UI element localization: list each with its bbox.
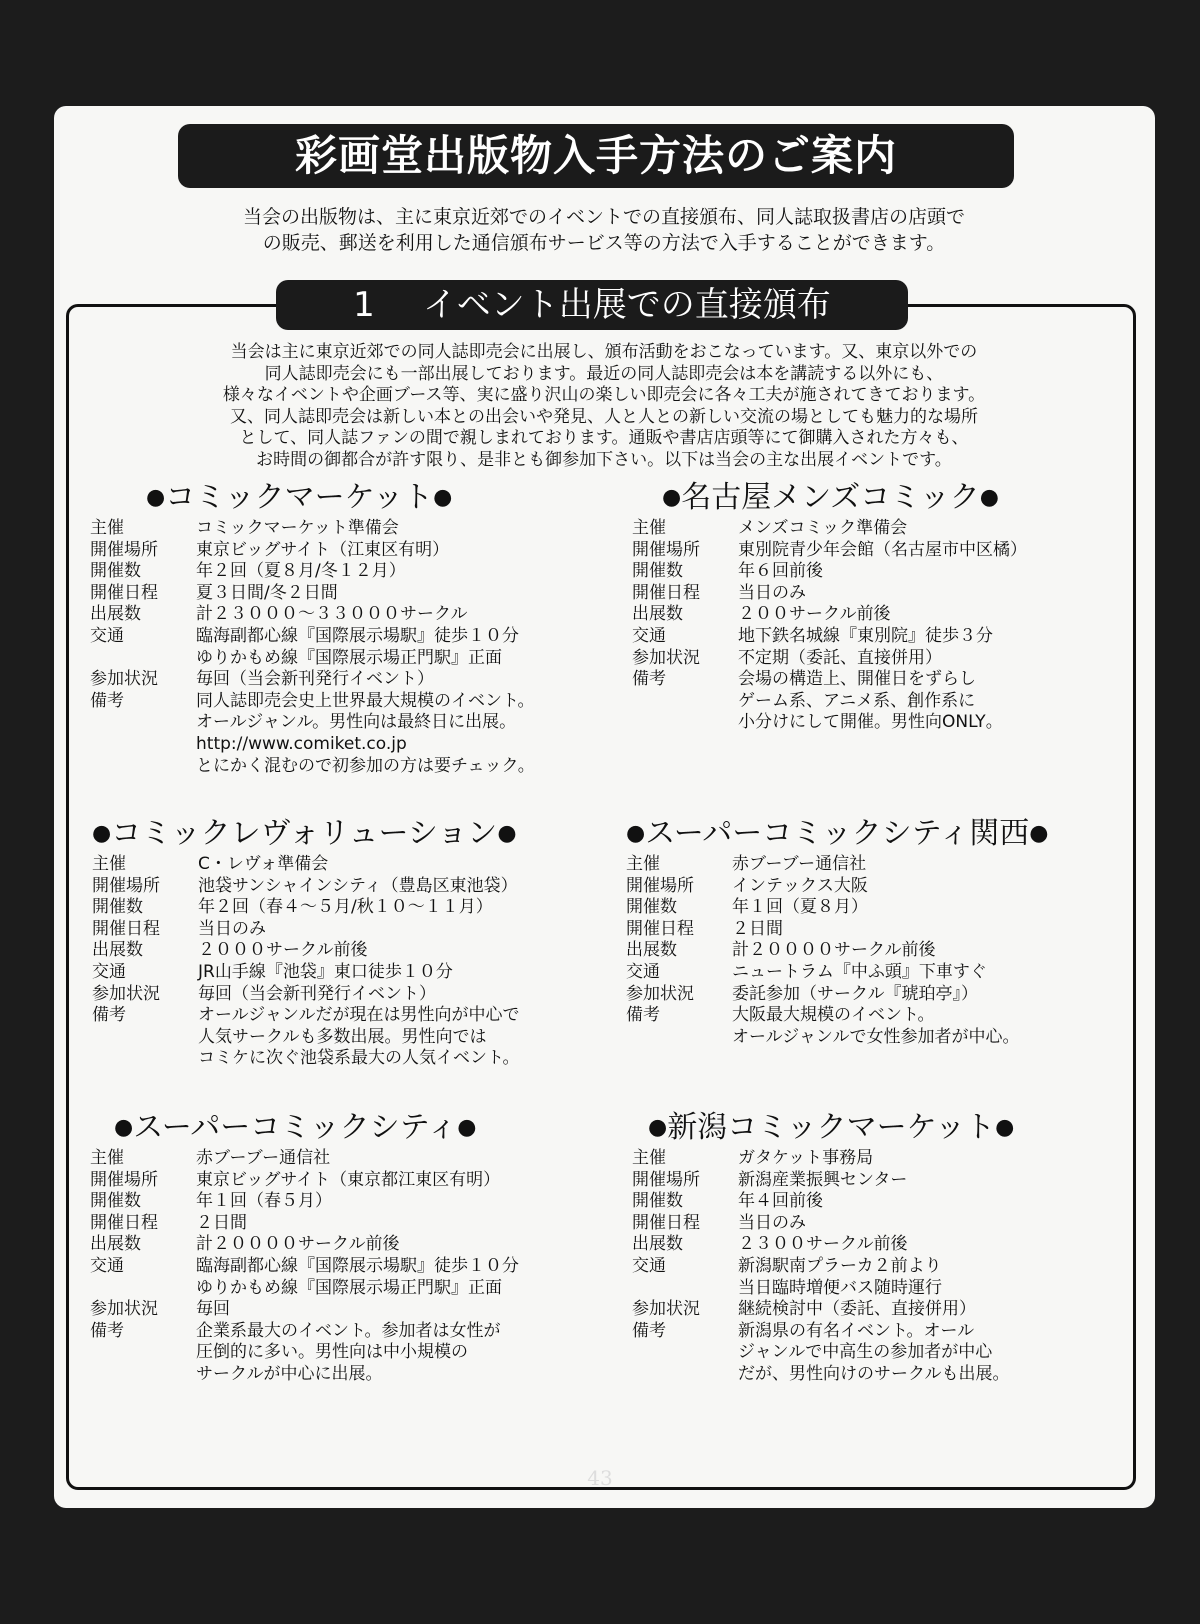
value-organizer: 赤ブーブー通信社 — [732, 854, 867, 874]
value-line: ゆりかもめ線『国際展示場正門駅』正面 — [196, 1277, 502, 1298]
value-participation: 毎回 — [196, 1299, 230, 1320]
intro-line: の販売、郵送を利用した通信頒布サービス等の方法で入手することができます。 — [262, 232, 946, 254]
value-participation: 毎回（当会新刊発行イベント） — [196, 669, 434, 690]
event-title — [632, 480, 1132, 516]
bullet-icon: ● — [497, 821, 517, 846]
label-notes: 備考 — [90, 690, 124, 711]
info-row-participation — [632, 1299, 1132, 1321]
page-title: 彩画堂出版物入手方法のご案内 — [178, 124, 1014, 188]
info-row-access — [632, 1256, 1132, 1299]
event-comic-market — [90, 480, 610, 777]
value-line: オールジャンル。男性向は最終日に出展。 — [196, 712, 517, 733]
value-line: 同人誌即売会史上世界最大規模のイベント。 — [196, 690, 535, 711]
value-participation: 不定期（委託、直接併用） — [738, 647, 942, 668]
value-notes — [738, 669, 1132, 734]
event-comic-revolution — [92, 816, 612, 1070]
info-row-days — [632, 583, 1132, 605]
event-super-comic-city — [90, 1110, 610, 1386]
section-intro-line: 様々なイベントや企画ブース等、実に盛り沢山の楽しい即売会に各々工夫が施されてきております。 — [222, 385, 986, 405]
bullet-icon: ● — [433, 485, 453, 510]
value-line: サークルが中心に出展。 — [196, 1363, 383, 1384]
value-line: 当日臨時増便バス随時運行 — [738, 1277, 942, 1298]
label-notes: 備考 — [90, 1320, 124, 1341]
info-row-days — [92, 919, 612, 941]
value-access — [196, 1256, 610, 1299]
value-access — [198, 962, 612, 984]
info-row-participation — [92, 984, 612, 1006]
value-circles: ２３００サークル前後 — [738, 1234, 908, 1255]
label-participation: 参加状況 — [90, 669, 158, 690]
value-organizer: ガタケット事務局 — [738, 1148, 874, 1168]
value-access — [196, 626, 610, 669]
info-row-organizer — [632, 1148, 1132, 1170]
value-venue: 池袋サンシャインシティ（豊島区東池袋） — [198, 875, 518, 896]
label-days: 開催日程 — [626, 918, 694, 939]
value-organizer: メンズコミック準備会 — [738, 518, 908, 538]
section-intro-paragraph — [94, 342, 1114, 471]
bullet-icon: ● — [979, 485, 999, 510]
value-access — [738, 1256, 1132, 1299]
info-row-frequency — [92, 897, 612, 919]
value-notes — [196, 1321, 610, 1386]
label-days: 開催日程 — [90, 582, 158, 603]
label-participation: 参加状況 — [90, 1299, 158, 1320]
value-circles: 計２００００サークル前後 — [196, 1234, 400, 1255]
info-row-venue — [90, 540, 610, 562]
value-organizer: コミックマーケット準備会 — [196, 518, 399, 538]
info-row-days — [90, 583, 610, 605]
event-title — [632, 1110, 1132, 1146]
bullet-icon: ● — [626, 821, 646, 846]
event-name: 新潟コミックマーケット — [667, 1110, 996, 1145]
label-frequency: 開催数 — [632, 561, 683, 582]
info-row-frequency — [90, 561, 610, 583]
value-line: 臨海副都心線『国際展示場駅』徒歩１０分 — [196, 1255, 519, 1276]
section-intro-line: として、同人誌ファンの間で親しまれております。通販や書店店頭等にて御購入された方々も、 — [239, 428, 969, 448]
event-super-comic-city-kansai — [626, 816, 1146, 1048]
label-participation: 参加状況 — [632, 647, 700, 668]
website-link[interactable]: http://www.comiket.co.jp — [196, 733, 407, 754]
value-line: ゲーム系、アニメ系、創作系に — [738, 690, 976, 711]
info-row-notes — [632, 669, 1132, 734]
bullet-icon: ● — [457, 1115, 477, 1140]
value-line: オールジャンルで女性参加者が中心。 — [732, 1026, 1020, 1047]
bullet-icon: ● — [662, 485, 682, 510]
label-frequency: 開催数 — [92, 897, 143, 918]
info-row-venue — [632, 1170, 1132, 1192]
label-circles: 出展数 — [90, 1234, 141, 1255]
value-participation: 委託参加（サークル『琥珀亭』） — [732, 983, 978, 1004]
bullet-icon: ● — [1029, 821, 1049, 846]
info-row-circles — [626, 940, 1146, 962]
label-venue: 開催場所 — [90, 539, 158, 560]
info-row-venue — [92, 876, 612, 898]
info-row-frequency — [626, 897, 1146, 919]
value-notes — [732, 1005, 1146, 1048]
value-line: 地下鉄名城線『東別院』徒歩３分 — [738, 625, 993, 646]
value-line: だが、男性向けのサークルも出展。 — [738, 1363, 1010, 1384]
value-line: ジャンルで中高生の参加者が中心 — [738, 1342, 993, 1363]
event-name: 名古屋メンズコミック — [681, 480, 980, 515]
label-notes: 備考 — [632, 669, 666, 690]
value-line: 人気サークルも多数出展。男性向では — [198, 1026, 487, 1047]
value-participation: 毎回（当会新刊発行イベント） — [198, 983, 436, 1004]
section-intro-line: 同人誌即売会にも一部出展しております。最近の同人誌即売会は本を講読する以外にも、 — [264, 363, 944, 384]
value-days: 当日のみ — [738, 1212, 806, 1233]
value-line: ニュートラム『中ふ頭』下車すぐ — [732, 961, 987, 982]
value-venue: インテックス大阪 — [732, 875, 868, 896]
label-frequency: 開催数 — [90, 561, 141, 582]
info-row-circles — [632, 1234, 1132, 1256]
value-days: ２日間 — [196, 1212, 247, 1233]
label-organizer: 主催 — [92, 854, 126, 874]
label-frequency: 開催数 — [632, 1191, 683, 1212]
bullet-icon: ● — [648, 1115, 668, 1140]
value-notes — [196, 691, 610, 777]
value-line: 小分けにして開催。男性向ONLY。 — [738, 712, 1003, 733]
value-line: オールジャンルだが現在は男性向が中心で — [198, 1005, 520, 1026]
info-row-circles — [92, 940, 612, 962]
value-line: ゆりかもめ線『国際展示場正門駅』正面 — [196, 647, 502, 668]
info-row-organizer — [632, 518, 1132, 540]
value-line: 新潟駅南プラーカ２前より — [738, 1255, 942, 1276]
event-name: コミックレヴォリューション — [111, 816, 498, 851]
info-row-access — [632, 626, 1132, 648]
value-venue: 東京ビッグサイト（東京都江東区有明） — [196, 1169, 501, 1190]
info-row-organizer — [90, 518, 610, 540]
info-row-organizer — [90, 1148, 610, 1170]
info-row-organizer — [92, 854, 612, 876]
info-row-frequency — [632, 1191, 1132, 1213]
label-notes: 備考 — [626, 1005, 660, 1026]
info-row-access — [90, 626, 610, 669]
info-row-participation — [626, 984, 1146, 1006]
info-row-circles — [90, 604, 610, 626]
value-line: 新潟県の有名イベント。オール — [738, 1320, 975, 1341]
value-frequency: 年６回前後 — [738, 561, 823, 582]
label-circles: 出展数 — [626, 940, 677, 961]
label-notes: 備考 — [92, 1005, 126, 1026]
label-participation: 参加状況 — [626, 983, 694, 1004]
bullet-icon: ● — [114, 1115, 134, 1140]
info-row-notes — [92, 1005, 612, 1070]
info-row-frequency — [90, 1191, 610, 1213]
event-name: スーパーコミックシティ関西 — [645, 816, 1030, 851]
info-row-venue — [626, 876, 1146, 898]
event-nagoya-mens-comic — [632, 480, 1132, 734]
info-row-access — [90, 1256, 610, 1299]
value-circles: 計２３０００〜３３０００サークル — [196, 604, 468, 625]
label-participation: 参加状況 — [92, 983, 160, 1004]
value-organizer: C・レヴォ準備会 — [198, 854, 329, 874]
label-participation: 参加状況 — [632, 1299, 700, 1320]
value-days: 当日のみ — [198, 918, 266, 939]
value-notes — [198, 1005, 612, 1070]
label-venue: 開催場所 — [626, 875, 694, 896]
label-access: 交通 — [632, 625, 666, 646]
info-row-days — [632, 1213, 1132, 1235]
label-venue: 開催場所 — [632, 1169, 700, 1190]
value-circles: 計２００００サークル前後 — [732, 940, 936, 961]
event-title — [90, 480, 610, 516]
section-intro-line: 当会は主に東京近郊での同人誌即売会に出展し、頒布活動をおこなっています。又、東京以外での — [230, 342, 978, 362]
value-access — [738, 626, 1132, 648]
label-organizer: 主催 — [632, 518, 666, 538]
value-frequency: 年１回（夏８月） — [732, 897, 868, 918]
label-frequency: 開催数 — [626, 897, 677, 918]
label-circles: 出展数 — [90, 604, 141, 625]
value-line: JR山手線『池袋』東口徒歩１０分 — [198, 961, 453, 982]
info-row-organizer — [626, 854, 1146, 876]
info-row-participation — [632, 648, 1132, 670]
value-venue: 東京ビッグサイト（江東区有明） — [196, 539, 450, 560]
info-row-venue — [632, 540, 1132, 562]
value-venue: 新潟産業振興センター — [738, 1169, 908, 1190]
label-access: 交通 — [90, 625, 124, 646]
info-row-notes — [90, 1321, 610, 1386]
label-circles: 出展数 — [632, 1234, 683, 1255]
label-notes: 備考 — [632, 1320, 666, 1341]
bullet-icon: ● — [92, 821, 112, 846]
label-access: 交通 — [626, 961, 660, 982]
value-access — [732, 962, 1146, 984]
value-line: 臨海副都心線『国際展示場駅』徒歩１０分 — [196, 625, 519, 646]
event-name: コミックマーケット — [165, 480, 434, 515]
label-organizer: 主催 — [626, 854, 660, 874]
value-frequency: 年４回前後 — [738, 1191, 823, 1212]
intro-paragraph — [114, 204, 1094, 256]
value-venue: 東別院青少年会館（名古屋市中区橘） — [738, 539, 1027, 560]
label-access: 交通 — [632, 1255, 666, 1276]
value-notes — [738, 1321, 1132, 1386]
info-row-days — [90, 1213, 610, 1235]
label-venue: 開催場所 — [90, 1169, 158, 1190]
value-line: 大阪最大規模のイベント。 — [732, 1005, 935, 1026]
label-frequency: 開催数 — [90, 1191, 141, 1212]
info-row-access — [92, 962, 612, 984]
label-circles: 出展数 — [632, 604, 683, 625]
value-line: コミケに次ぐ池袋系最大の人気イベント。 — [198, 1048, 520, 1069]
value-participation: 継続検討中（委託、直接併用） — [738, 1299, 976, 1320]
info-row-participation — [90, 1299, 610, 1321]
event-title — [90, 1110, 610, 1146]
label-access: 交通 — [92, 961, 126, 982]
value-frequency: 年２回（夏８月/冬１２月） — [196, 561, 406, 582]
value-line: とにかく混むので初参加の方は要チェック。 — [196, 755, 535, 776]
label-days: 開催日程 — [92, 918, 160, 939]
section-intro-line: お時間の御都合が許す限り、是非とも御参加下さい。以下は当会の主な出展イベントです。 — [256, 449, 952, 470]
value-line: 会場の構造上、開催日をずらし — [738, 669, 976, 690]
label-access: 交通 — [90, 1255, 124, 1276]
event-title — [92, 816, 612, 852]
section-heading — [276, 280, 908, 330]
value-days: 夏３日間/冬２日間 — [196, 582, 338, 603]
label-days: 開催日程 — [632, 1212, 700, 1233]
value-circles: ２００サークル前後 — [738, 604, 891, 625]
value-frequency: 年２回（春４〜５月/秋１０〜１１月） — [198, 897, 493, 918]
intro-line: 当会の出版物は、主に東京近郊でのイベントでの直接頒布、同人誌取扱書店の店頭で — [242, 206, 965, 228]
value-days: 当日のみ — [738, 582, 806, 603]
info-row-notes — [626, 1005, 1146, 1048]
info-row-circles — [632, 604, 1132, 626]
info-row-days — [626, 919, 1146, 941]
info-row-frequency — [632, 561, 1132, 583]
value-days: ２日間 — [732, 918, 783, 939]
value-line: 企業系最大のイベント。参加者は女性が — [196, 1320, 501, 1341]
section-number: 1 — [353, 285, 375, 325]
info-row-venue — [90, 1170, 610, 1192]
bullet-icon: ● — [146, 485, 166, 510]
value-line: 圧倒的に多い。男性向は中小規模の — [196, 1342, 468, 1363]
value-organizer: 赤ブーブー通信社 — [196, 1148, 331, 1168]
page-number: 43 — [587, 1466, 613, 1490]
label-organizer: 主催 — [90, 518, 124, 538]
label-organizer: 主催 — [632, 1148, 666, 1168]
label-circles: 出展数 — [92, 940, 143, 961]
label-venue: 開催場所 — [92, 875, 160, 896]
value-circles: ２０００サークル前後 — [198, 940, 368, 961]
event-niigata-comic-market — [632, 1110, 1132, 1386]
bullet-icon: ● — [995, 1115, 1015, 1140]
info-row-access — [626, 962, 1146, 984]
label-organizer: 主催 — [90, 1148, 124, 1168]
label-venue: 開催場所 — [632, 539, 700, 560]
label-days: 開催日程 — [90, 1212, 158, 1233]
info-row-circles — [90, 1234, 610, 1256]
section-title-text: イベント出展での直接頒布 — [422, 285, 831, 325]
document-page — [54, 106, 1155, 1508]
info-row-participation — [90, 669, 610, 691]
value-frequency: 年１回（春５月） — [196, 1191, 332, 1212]
info-row-notes — [632, 1321, 1132, 1386]
info-row-notes — [90, 691, 610, 777]
label-days: 開催日程 — [632, 582, 700, 603]
event-name: スーパーコミックシティ — [133, 1110, 458, 1145]
section-intro-line: 又、同人誌即売会は新しい本との出会いや発見、人と人との新しい交流の場としても魅力的な場所 — [230, 406, 978, 427]
event-title — [626, 816, 1146, 852]
